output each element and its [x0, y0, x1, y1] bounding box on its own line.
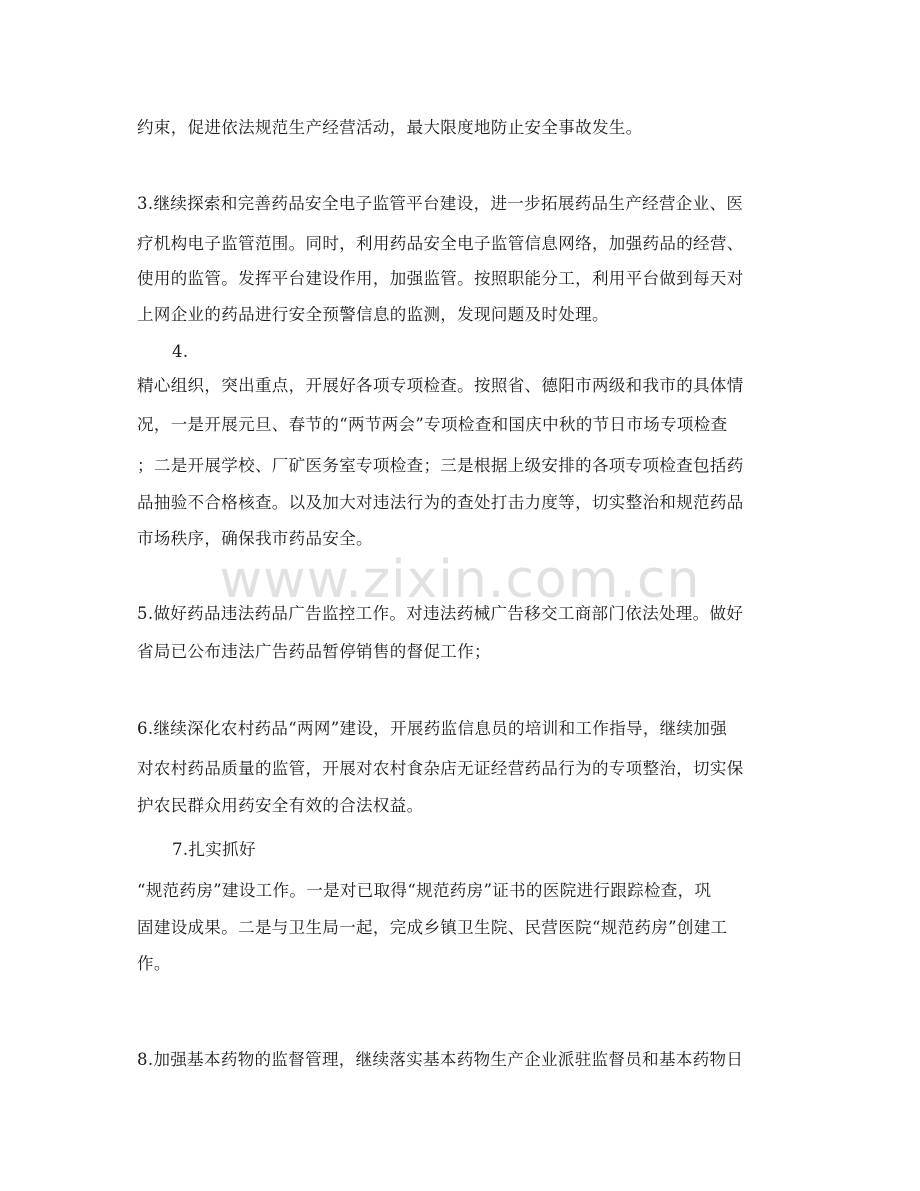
paragraph-line: 固建设成果。二是与卫生局一起，完成乡镇卫生院、民营医院“规范药房”创建工 — [137, 918, 728, 937]
paragraph-line: 使用的监管。发挥平台建设作用，加强监管。按照职能分工，利用平台做到每天对 — [137, 269, 744, 288]
watermark: www.zixin.com.cn — [219, 550, 701, 610]
section-heading: 7.扎实抓好 — [172, 840, 256, 859]
paragraph-line: 疗机构电子监管范围。同时，利用药品安全电子监管信息网络，加强药品的经营、 — [137, 234, 744, 253]
paragraph-line: “规范药房”建设工作。一是对已取得“规范药房”证书的医院进行跟踪检查，巩 — [137, 881, 712, 900]
paragraph-line: 作。 — [137, 954, 171, 973]
paragraph-line: 5.做好药品违法药品广告监控工作。对违法药械广告移交工商部门依法处理。做好 — [137, 604, 744, 623]
paragraph-line: 上网企业的药品进行安全预警信息的监测，发现问题及时处理。 — [137, 305, 609, 324]
section-number: 4. — [172, 342, 189, 361]
paragraph-line: 护农民群众用药安全有效的合法权益。 — [137, 796, 424, 815]
paragraph-line: 况，一是开展元旦、春节的“两节两会”专项检查和国庆中秋的节日市场专项检查 — [137, 415, 728, 434]
paragraph-line: ；二是开展学校、厂矿医务室专项检查；三是根据上级安排的各项专项检查包括药 — [137, 456, 744, 475]
paragraph-line: 市场秩序，确保我市药品安全。 — [137, 529, 373, 548]
paragraph-line: 对农村药品质量的监管，开展对农村食杂店无证经营药品行为的专项整治，切实保 — [137, 759, 744, 778]
paragraph-line: 8.加强基本药物的监督管理，继续落实基本药物生产企业派驻监督员和基本药物日 — [137, 1050, 744, 1069]
paragraph-line: 品抽验不合格核查。以及加大对违法行为的查处打击力度等，切实整治和规范药品 — [137, 493, 744, 512]
paragraph-line: 3.继续探索和完善药品安全电子监管平台建设，进一步拓展药品生产经营企业、医 — [137, 194, 744, 213]
paragraph-line: 省局已公布违法广告药品暂停销售的督促工作； — [137, 642, 491, 661]
paragraph-line: 约束，促进依法规范生产经营活动，最大限度地防止安全事故发生。 — [137, 118, 643, 137]
paragraph-line: 精心组织，突出重点，开展好各项专项检查。按照省、德阳市两级和我市的具体情 — [137, 376, 744, 395]
paragraph-line: 6.继续深化农村药品“两网”建设，开展药监信息员的培训和工作指导，继续加强 — [137, 719, 728, 738]
